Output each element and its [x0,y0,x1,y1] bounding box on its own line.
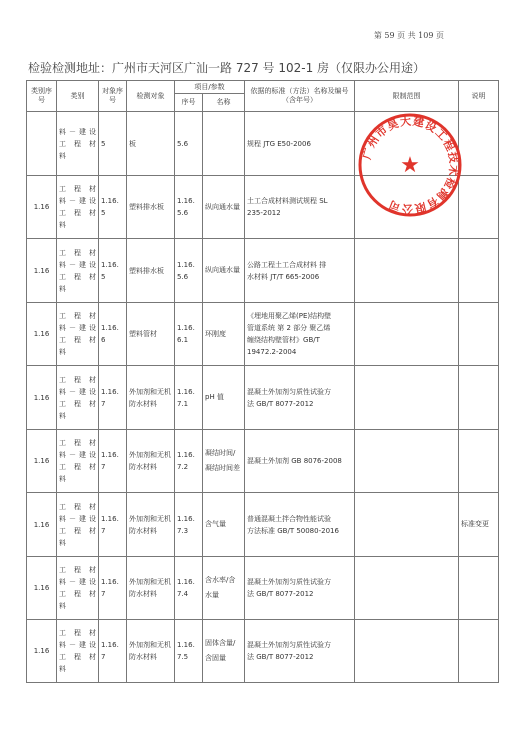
cell-line: 1.16. [101,387,119,396]
cell-line: 料－建设 [59,451,96,459]
header-param-no: 序号 [175,94,203,112]
cell-obj-no [99,112,127,176]
cell-line: 板 [157,266,164,275]
cell-line: 1.16. [177,641,195,649]
table-row [27,493,499,557]
cell-category [57,366,99,430]
cell-standard [245,366,355,430]
cell-standard [245,239,355,303]
cell-line: 1.16. [101,260,119,269]
cell-line: 工 程 材 [59,399,96,408]
cell-param-no [175,620,203,683]
cell-line: 工 程 材 [59,463,96,471]
cell-line: 5 [101,139,106,148]
cell-object [127,176,175,239]
table-row [27,620,499,683]
cell-note [459,430,499,493]
cell-cat-no: 1.16 [27,620,57,683]
cell-line: 1.16. [101,578,119,586]
cell-line: 料 [59,221,66,229]
standard-line: 法 GB/T 8077-2012 [247,590,314,598]
cell-line: 工 程 材 [59,653,96,661]
cell-line: 5.6 [177,272,189,281]
standard-line: 普通混凝土拌合物性能试验 [247,514,332,523]
seal-text: 广州市昊大建设工程技术检测有限公司 [360,114,461,216]
cell-param-no [175,430,203,493]
cell-line: 材料 [143,526,157,535]
cell-line: 板 [157,203,164,211]
cell-line: 7.1 [177,399,189,408]
standard-line: 法 GB/T 8077-2012 [247,399,314,408]
cell-line: 工 程 材 [59,185,96,193]
cell-param-no [175,112,203,176]
cell-obj-no [99,239,127,303]
cell-param-no [175,239,203,303]
cell-line: 工 程 材 [59,375,96,384]
table-row [27,430,499,493]
cell-line: 塑料排水 [129,266,157,275]
test-address: 检验检测地址：广州市天河区广汕一路 727 号 102-1 房（仅限办公用途） [28,61,426,75]
header-cat-no: 类别序号 [27,81,57,112]
cell-limit [355,620,459,683]
cell-line: 料 [59,665,66,673]
cell-category [57,176,99,239]
cell-line: 7 [101,526,106,535]
cell-param-name: 纵向通水量 [203,176,245,239]
cell-line: 工 程 材 [59,526,96,535]
cell-param-name: 含气量 [203,493,245,557]
cell-line: 外加剂和 [129,387,157,396]
cell-line: 工 程 材 [59,629,96,637]
cell-obj-no [99,493,127,557]
cell-obj-no [99,303,127,366]
cell-line: 料 [59,475,66,483]
cell-standard [245,176,355,239]
cell-line: 1.16. [177,451,195,459]
cell-line: 7.2 [177,463,189,471]
cell-category [57,303,99,366]
cell-line: 无机防水 [129,578,171,598]
cell-line: 无机防水 [129,514,171,535]
cell-line: 料－建设 [59,197,96,205]
cell-note [459,620,499,683]
cell-line: 1.16. [177,514,195,523]
standard-line: 混凝土外加剂匀质性试验方 [247,387,332,396]
cell-line: 5.6 [177,139,189,148]
cell-line: 7.3 [177,526,189,535]
cell-object [127,239,175,303]
cell-param-no [175,557,203,620]
cell-line: 工 程 材 [59,248,96,257]
cell-limit [355,430,459,493]
cell-line: 外加剂和 [129,514,157,523]
cell-obj-no [99,557,127,620]
cell-cat-no: 1.16 [27,176,57,239]
cell-line: 1.16. [101,641,119,649]
cell-line: 5 [101,209,106,217]
cell-line: 1.16. [177,197,195,205]
cell-line: 板 [129,139,136,148]
standard-line: 混凝土外加剂 GB 8076-2008 [247,457,342,465]
cell-line: 1.16. [101,197,119,205]
cell-line: 外加剂和 [129,578,157,586]
cell-line: 1.16. [177,260,195,269]
cell-line: 材料 [143,399,157,408]
cell-cat-no: 1.16 [27,303,57,366]
standard-line: 235-2012 [247,209,281,217]
standard-line: 管道系统 第 2 部分 聚乙烯 [247,324,331,332]
table-row [27,239,499,303]
cell-category [57,493,99,557]
cell-line: 塑料管材 [129,330,157,338]
cell-line: 料－建设 [59,324,96,332]
cell-param-name: 环刚度 [203,303,245,366]
cell-line: 无机防水 [129,387,171,408]
cell-line: 工 程 材 [59,312,96,320]
cell-line: 材料 [143,653,157,661]
standard-line: 方法标准 GB/T 50080-2016 [247,526,339,535]
cell-param-name: 含水率/含水量 [203,557,245,620]
cell-note: 标准变更 [459,493,499,557]
cell-category [57,112,99,176]
cell-line: 料 [59,151,66,160]
table-row [27,303,499,366]
cell-standard [245,493,355,557]
cell-line: 工 程 材 [59,336,96,344]
cell-line: 工 程 材 [59,439,96,447]
header-limit: 限制范围 [355,81,459,112]
cell-limit [355,303,459,366]
cell-line: 料－建设 [59,578,96,586]
header-note: 说明 [459,81,499,112]
header-param-name: 名称 [203,94,245,112]
cell-line: 1.16. [101,324,119,332]
cell-param-name: pH 值 [203,366,245,430]
cell-line: 1.16. [101,451,119,459]
cell-line: 1.16. [177,578,195,586]
cell-line: 料－建设 [59,514,96,523]
table-row [27,366,499,430]
cell-limit [355,239,459,303]
cell-line: 料 [59,284,66,293]
cell-line: 1.16. [177,387,195,396]
standard-line: 水材料 JT/T 665-2006 [247,272,320,281]
cell-cat-no: 1.16 [27,366,57,430]
cell-line: 工 程 材 [59,209,96,217]
cell-object [127,366,175,430]
cell-standard [245,620,355,683]
cell-limit [355,557,459,620]
cell-line: 料－建设 [59,387,96,396]
cell-line: 材料 [143,463,157,471]
cell-line: 工 程 材 [59,502,96,511]
header-category: 类别 [57,81,99,112]
cell-object [127,620,175,683]
cell-param-name: 凝结时间/凝结时间差 [203,430,245,493]
header-obj-no: 对象序号 [99,81,127,112]
cell-line: 无机防水 [129,451,171,471]
cell-object [127,430,175,493]
standard-line: 法 GB/T 8077-2012 [247,653,314,661]
cell-category [57,430,99,493]
cell-line: 工 程 材 [59,590,96,598]
cell-line: 1.16. [177,324,195,332]
cell-line: 7.5 [177,653,189,661]
cell-object [127,112,175,176]
cell-param-name [203,112,245,176]
cell-standard [245,430,355,493]
standard-line: 《埋地用聚乙烯(PE)结构壁 [247,312,332,320]
cell-param-name: 固体含量/含固量 [203,620,245,683]
cell-obj-no [99,176,127,239]
cell-obj-no [99,620,127,683]
cell-note [459,557,499,620]
cell-line: 料 [59,538,66,547]
standard-line: 缠绕结构壁管材》GB/T [247,336,320,344]
cell-line: 6 [101,336,106,344]
standard-line: 公路工程土工合成材料 排 [247,260,327,269]
cell-standard [245,557,355,620]
cell-line: 6.1 [177,336,189,344]
company-seal [355,110,465,220]
cell-param-no [175,303,203,366]
star-icon: ★ [400,153,420,178]
cell-standard [245,112,355,176]
cell-limit [355,366,459,430]
cell-line: 塑料排水 [129,203,157,211]
cell-line: 料－建设 [59,260,96,269]
cell-cat-no: 1.16 [27,239,57,303]
cell-note [459,366,499,430]
cell-param-no [175,493,203,557]
cell-line: 料 [59,348,66,356]
standard-line: 规程 JTG E50-2006 [247,139,311,148]
cell-limit [355,493,459,557]
cell-category [57,620,99,683]
cell-line: 5 [101,272,106,281]
header-object: 检测对象 [127,81,175,112]
standard-line: 土工合成材料测试规程 SL [247,197,328,205]
cell-param-no [175,176,203,239]
cell-line: 料 [59,411,66,420]
cell-line: 工 程 材 [59,139,96,148]
cell-line: 7 [101,653,106,661]
cell-object [127,557,175,620]
table-row [27,557,499,620]
header-standard: 依据的标准（方法）名称及编号（含年号） [245,81,355,112]
cell-obj-no [99,430,127,493]
cell-line: 7 [101,399,106,408]
cell-line: 无机防水 [129,641,171,661]
cell-category [57,239,99,303]
cell-line: 料－建设 [59,641,96,649]
cell-param-name: 纵向通水量 [203,239,245,303]
standard-line: 混凝土外加剂匀质性试验方 [247,641,332,649]
cell-obj-no [99,366,127,430]
cell-line: 7 [101,590,106,598]
cell-object [127,493,175,557]
cell-cat-no: 1.16 [27,493,57,557]
cell-line: 外加剂和 [129,451,157,459]
cell-line: 工 程 材 [59,566,96,574]
cell-line: 料 [59,602,66,610]
page-number: 第 59 页 共 109 页 [373,31,444,40]
cell-line: 料－建设 [59,127,96,136]
cell-object [127,303,175,366]
cell-line: 工 程 材 [59,272,96,281]
cell-cat-no: 1.16 [27,557,57,620]
header-param-group: 项目/参数 [175,81,245,94]
cell-param-no [175,366,203,430]
cell-cat-no: 1.16 [27,430,57,493]
cell-note [459,303,499,366]
cell-line: 1.16. [101,514,119,523]
standard-line: 19472.2-2004 [247,348,297,356]
cell-line: 外加剂和 [129,641,157,649]
cell-line: 7.4 [177,590,189,598]
cell-cat-no [27,112,57,176]
cell-note [459,239,499,303]
cell-standard [245,303,355,366]
standard-line: 混凝土外加剂匀质性试验方 [247,578,332,586]
cell-category [57,557,99,620]
cell-line: 7 [101,463,106,471]
cell-line: 材料 [143,590,157,598]
cell-line: 5.6 [177,209,189,217]
